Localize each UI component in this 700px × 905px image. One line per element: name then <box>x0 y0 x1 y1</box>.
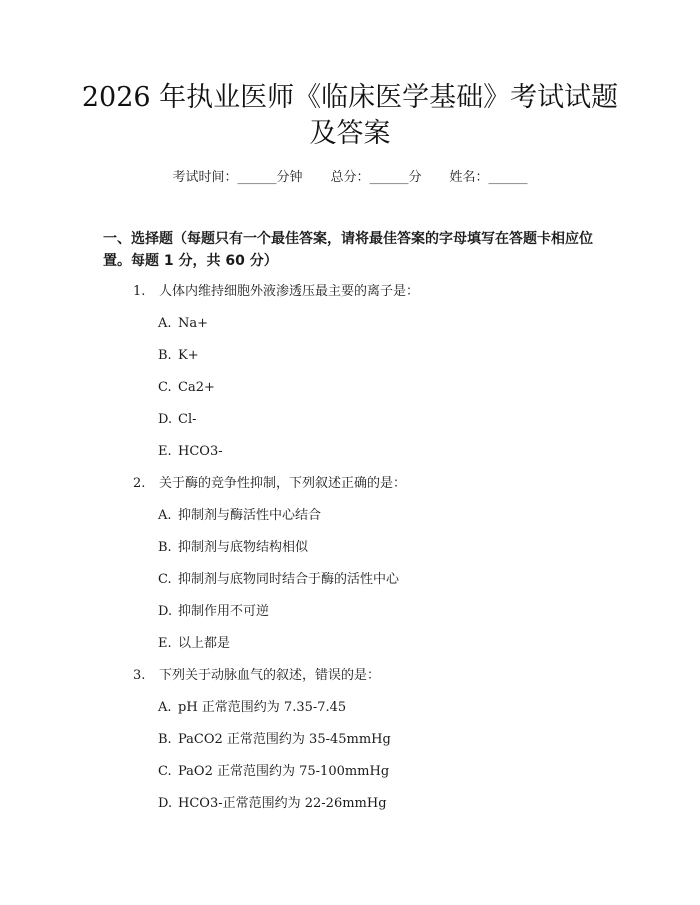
section-heading-line-1: 一、选择题（每题只有一个最佳答案，请将最佳答案的字母填写在答题卡相应位 <box>103 231 593 247</box>
question-number: 2. <box>133 476 146 491</box>
question-1-option-d <box>158 411 197 429</box>
option-text: K+ <box>178 348 199 363</box>
option-letter: D. <box>158 604 173 619</box>
question-number: 3. <box>133 668 146 683</box>
exam-time-field: 考试时间：______分钟 <box>172 170 303 185</box>
option-letter: C. <box>158 572 172 587</box>
section-heading-line-2: 置。每题 1 分，共 60 分） <box>103 253 278 269</box>
question-3-option-b <box>158 731 391 749</box>
option-letter: D. <box>158 796 173 811</box>
option-letter: C. <box>158 380 172 395</box>
question-2-option-a <box>158 507 321 525</box>
option-letter: A. <box>158 700 172 715</box>
option-text: Cl- <box>178 412 197 427</box>
question-2-option-c <box>158 571 399 589</box>
question-2-option-e <box>158 635 230 653</box>
option-text: 抑制剂与酶活性中心结合 <box>178 508 322 523</box>
option-text: Na+ <box>178 316 209 331</box>
option-letter: E. <box>158 444 172 459</box>
option-letter: B. <box>158 540 172 555</box>
question-2 <box>133 475 406 493</box>
option-text: 抑制作用不可逆 <box>178 604 270 619</box>
question-3-option-a <box>158 699 346 717</box>
question-3-option-d <box>158 795 387 813</box>
question-text: 下列关于动脉血气的叙述，错误的是： <box>159 668 381 683</box>
exam-title-line-2: 及答案 <box>309 118 391 149</box>
question-3 <box>133 667 380 685</box>
option-letter: B. <box>158 732 172 747</box>
question-2-option-b <box>158 539 308 557</box>
option-text: PaCO2 正常范围约为 35-45mmHg <box>178 732 391 747</box>
question-number: 1. <box>133 284 146 299</box>
option-text: HCO3-正常范围约为 22-26mmHg <box>178 796 387 811</box>
option-letter: A. <box>158 508 172 523</box>
question-1-option-e <box>158 443 223 461</box>
question-text: 人体内维持细胞外液渗透压最主要的离子是： <box>159 284 420 299</box>
question-1 <box>133 283 419 301</box>
question-text: 关于酶的竞争性抑制，下列叙述正确的是： <box>159 476 407 491</box>
question-1-option-b <box>158 347 199 365</box>
option-text: Ca2+ <box>178 380 215 395</box>
option-letter: B. <box>158 348 172 363</box>
section-heading <box>103 228 613 272</box>
total-score-field: 总分：______分 <box>330 170 422 185</box>
exam-title-line-1: 2026 年执业医师《临床医学基础》考试试题 <box>81 82 619 113</box>
exam-meta <box>0 169 700 187</box>
option-letter: C. <box>158 764 172 779</box>
name-field: 姓名：______ <box>449 170 528 185</box>
option-text: pH 正常范围约为 7.35-7.45 <box>178 700 347 715</box>
exam-title <box>80 80 620 152</box>
option-text: 以上都是 <box>178 636 231 651</box>
question-3-option-c <box>158 763 389 781</box>
question-1-option-a <box>158 315 208 333</box>
option-text: 抑制剂与底物同时结合于酶的活性中心 <box>178 572 400 587</box>
option-letter: D. <box>158 412 173 427</box>
question-1-option-c <box>158 379 215 397</box>
option-letter: E. <box>158 636 172 651</box>
option-text: 抑制剂与底物结构相似 <box>178 540 309 555</box>
option-letter: A. <box>158 316 172 331</box>
question-2-option-d <box>158 603 269 621</box>
option-text: PaO2 正常范围约为 75-100mmHg <box>178 764 390 779</box>
option-text: HCO3- <box>178 444 223 459</box>
